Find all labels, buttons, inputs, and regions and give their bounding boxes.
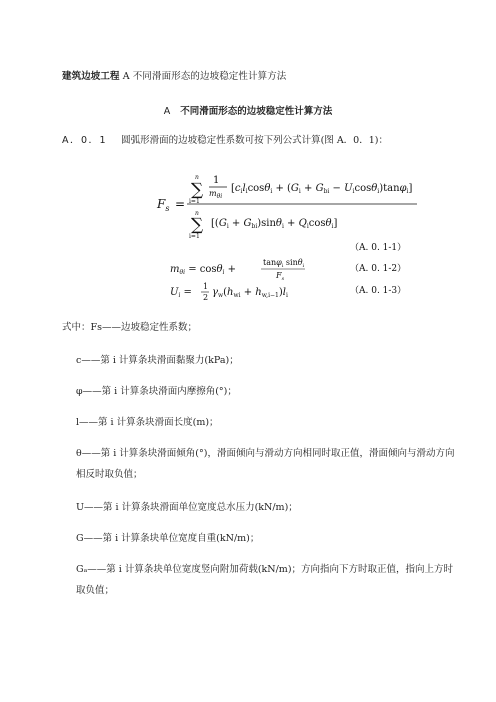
clause-text: 圆弧形滑面的边坡稳定性系数可按下列公式计算(图 A．0．1)： bbox=[121, 135, 388, 146]
den-sum-lower: i=1 bbox=[189, 233, 200, 240]
definition-gb: Gₐ——第 i 计算条块单位宽度竖向附加荷载(kN/m)；方向指向下方时取正值，指向上方时取负值； bbox=[76, 564, 454, 596]
definition-l: l——第 i 计算条块滑面长度(m)； bbox=[76, 417, 219, 428]
appendix-number: A bbox=[163, 106, 171, 117]
eq3-half-den: 2 bbox=[203, 293, 209, 302]
numerator-expression: $[c_il_i\cos\theta_i + (G_i + G_{bi} - U_i\cos\theta_i)\tan\varphi_i]$ bbox=[231, 183, 413, 195]
eq3-half-num: 1 bbox=[203, 282, 209, 291]
definition-theta: θ——第 i 计算条块滑面倾角(°)，滑面倾向与滑动方向相同时取正值，滑面倾向与滑动方向相反时取负值； bbox=[76, 448, 455, 480]
appendix-title-text: 不同滑面形态的边坡稳定性计算方法 bbox=[180, 106, 333, 117]
formula-svg bbox=[155, 165, 425, 300]
eq1-label: （A. 0. 1-1） bbox=[350, 243, 407, 253]
eq3-label: （A. 0. 1-3） bbox=[350, 286, 407, 296]
num-sum-symbol: ∑ bbox=[191, 180, 204, 200]
clause-number: A．0．1 bbox=[62, 135, 108, 146]
m-theta: $m_{\theta i}$ bbox=[209, 189, 223, 200]
definition-phi: φ——第 i 计算条块滑面内摩擦角(°)； bbox=[76, 386, 237, 397]
num-sum-lower: i=1 bbox=[189, 198, 200, 205]
definition-g: G——第 i 计算条块单位宽度自重(kN/m)； bbox=[76, 533, 260, 544]
definition-c: c——第 i 计算条块滑面黏聚力(kPa)； bbox=[76, 355, 239, 366]
den-sum-symbol: ∑ bbox=[191, 215, 204, 235]
definitions-intro: 式中：Fs——边坡稳定性系数； bbox=[62, 322, 197, 333]
header-bold-prefix: 建筑边坡工程 bbox=[62, 71, 120, 82]
clause-intro bbox=[62, 132, 388, 146]
eq2-denominator: $F_s$ bbox=[276, 271, 285, 282]
frac-one: 1 bbox=[213, 175, 220, 186]
fs-symbol: $F_s$ bbox=[157, 197, 170, 213]
definition-u: U——第 i 计算条块滑面单位宽度总水压力(kN/m)； bbox=[76, 502, 298, 513]
formula-block bbox=[155, 165, 425, 300]
eq2-lhs: $m_{\theta i} = \cos\theta_i$ + bbox=[170, 264, 237, 276]
eq3-lhs: $U_i$ = bbox=[170, 287, 192, 299]
header-rest: A 不同滑面形态的边坡稳定性计算方法 bbox=[119, 71, 287, 82]
num-sum-upper: n bbox=[195, 174, 199, 181]
document-header bbox=[62, 68, 286, 82]
appendix-title bbox=[0, 103, 496, 117]
eq2-label: （A. 0. 1-2） bbox=[350, 264, 407, 274]
denominator-expression: $[(G_i + G_{bi})\sin\theta_i + Q_i\cos\theta_i]$ bbox=[211, 218, 338, 230]
equals-sign: = bbox=[175, 197, 186, 211]
eq2-numerator: tanφ$_i$ sinθ$_i$ bbox=[263, 258, 305, 269]
eq3-rhs: $\gamma_w(h_{wi} + h_{w,i-1})l_i$ bbox=[212, 287, 288, 299]
den-sum-upper: n bbox=[195, 210, 199, 217]
